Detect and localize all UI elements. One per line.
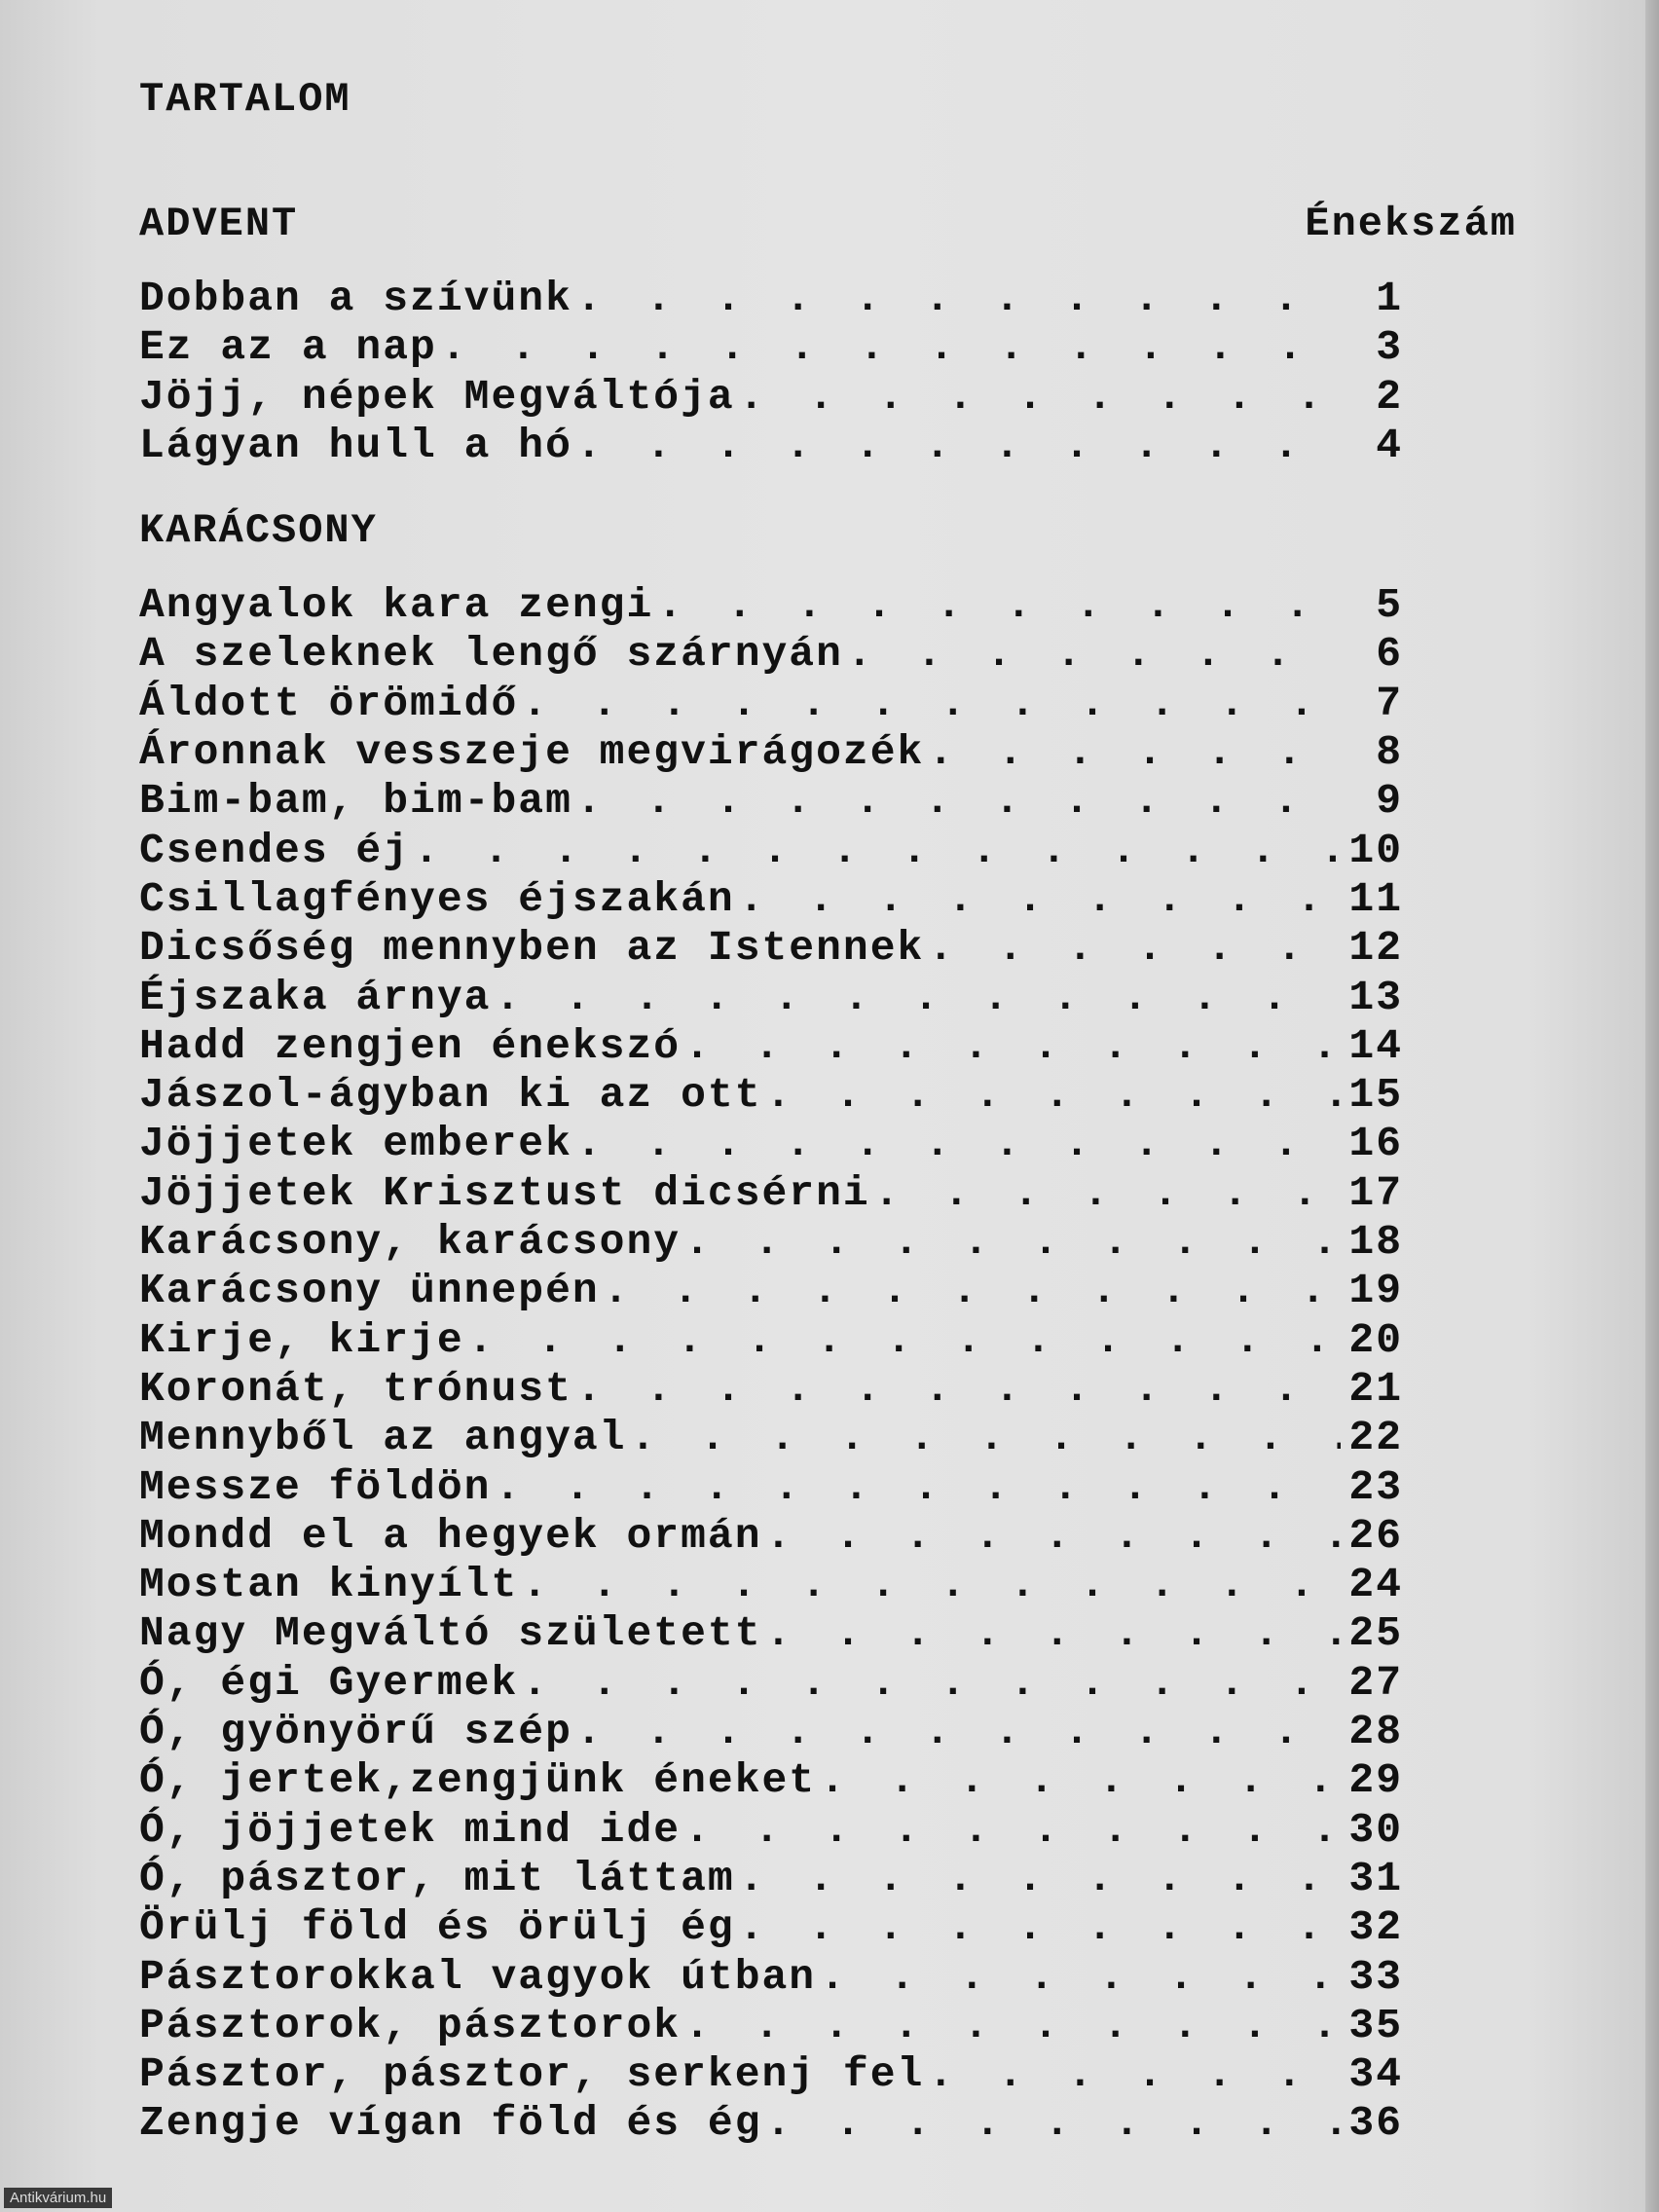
toc-entry — [139, 1071, 1403, 1120]
song-number: 24 — [1348, 1561, 1403, 1609]
song-title: Ó, pásztor, mit láttam — [139, 1854, 735, 1902]
christmas-song-list — [139, 581, 1403, 2149]
dot-leader — [576, 777, 1341, 826]
song-number: 14 — [1348, 1021, 1403, 1070]
song-title: Pásztor, pásztor, serkenj fel — [139, 2050, 925, 2099]
dot-leader — [522, 1659, 1341, 1708]
song-title: Nagy Megváltó született — [139, 1609, 762, 1658]
song-title: Karácsony, karácsony — [139, 1218, 682, 1267]
toc-entry — [139, 1756, 1403, 1805]
toc-entry — [139, 373, 1403, 422]
song-number: 33 — [1348, 1952, 1403, 2001]
page-title: TARTALOM — [139, 76, 351, 123]
toc-entry — [139, 728, 1403, 777]
song-number: 23 — [1348, 1462, 1403, 1511]
toc-entry — [139, 1953, 1403, 2002]
song-title: Hadd zengjen énekszó — [139, 1021, 682, 1070]
song-title: Áronnak vesszeje megvirágozék — [139, 728, 925, 777]
song-title: Angyalok kara zengi — [139, 581, 654, 630]
song-number: 5 — [1376, 581, 1403, 630]
toc-entry — [139, 630, 1403, 679]
song-number: 10 — [1348, 826, 1403, 874]
song-title: Jöjjetek emberek — [139, 1120, 572, 1168]
dot-leader — [576, 1120, 1341, 1168]
toc-entry — [139, 581, 1403, 630]
song-number: 31 — [1348, 1854, 1403, 1902]
song-title: Éjszaka árnya — [139, 973, 492, 1021]
toc-entry — [139, 680, 1403, 728]
toc-entry — [139, 1316, 1403, 1365]
dot-leader — [739, 875, 1341, 924]
section-title: KARÁCSONY — [139, 507, 378, 555]
song-title: Dobban a szívünk — [139, 275, 572, 322]
dot-leader — [820, 1953, 1341, 2002]
toc-entry — [139, 924, 1403, 973]
dot-leader — [766, 2099, 1342, 2148]
dot-leader — [739, 373, 1341, 422]
song-title: Koronát, trónust — [139, 1364, 572, 1413]
dot-leader — [928, 728, 1341, 777]
song-title: Ez az a nap — [139, 323, 437, 372]
song-title: Zengje vígan föld és ég — [139, 2099, 762, 2148]
song-title: Ó, jertek,zengjünk éneket — [139, 1756, 817, 1805]
toc-entry — [139, 1855, 1403, 1903]
toc-entry — [139, 777, 1403, 826]
toc-entry — [139, 1120, 1403, 1168]
dot-leader — [522, 1561, 1341, 1609]
dot-leader — [441, 323, 1341, 372]
song-title: Csendes éj — [139, 826, 411, 874]
song-title: Ó, égi Gyermek — [139, 1658, 519, 1707]
section-heading-advent — [139, 193, 1522, 255]
dot-leader — [684, 2002, 1341, 2050]
toc-entry — [139, 974, 1403, 1022]
song-title: Messze földön — [139, 1462, 492, 1511]
song-number: 3 — [1376, 323, 1403, 372]
song-number: 29 — [1348, 1756, 1403, 1805]
dot-leader — [766, 1512, 1342, 1561]
dot-leader — [928, 924, 1341, 973]
toc-entry — [139, 2050, 1403, 2099]
song-title: Ó, jöjjetek mind ide — [139, 1805, 682, 1854]
song-number: 26 — [1348, 1511, 1403, 1560]
song-number: 21 — [1348, 1364, 1403, 1413]
toc-entry — [139, 2099, 1403, 2148]
toc-entry — [139, 1512, 1403, 1561]
toc-entry — [139, 1022, 1403, 1071]
song-number: 34 — [1348, 2050, 1403, 2099]
toc-entry — [139, 1463, 1403, 1512]
dot-leader — [522, 680, 1341, 728]
song-number: 9 — [1376, 777, 1403, 826]
song-number: 1 — [1376, 275, 1403, 322]
toc-entry — [139, 422, 1403, 470]
song-number: 11 — [1348, 874, 1403, 923]
song-title: Ó, gyönyörű szép — [139, 1708, 572, 1756]
song-number: 28 — [1348, 1708, 1403, 1756]
toc-entry — [139, 875, 1403, 924]
toc-entry — [139, 827, 1403, 875]
song-title: Dicsőség mennyben az Istennek — [139, 924, 925, 973]
table-of-contents — [139, 68, 1522, 2149]
song-number: 8 — [1376, 728, 1403, 777]
song-title: Bim-bam, bim-bam — [139, 777, 572, 826]
song-title: Lágyan hull a hó — [139, 421, 572, 469]
song-number: 20 — [1348, 1315, 1403, 1364]
dot-leader — [766, 1609, 1342, 1658]
dot-leader — [874, 1169, 1341, 1218]
dot-leader — [495, 974, 1341, 1022]
song-title: Csillagfényes éjszakán — [139, 874, 735, 923]
song-number: 35 — [1348, 2001, 1403, 2049]
song-number: 2 — [1376, 372, 1403, 421]
song-title: Jászol-ágyban ki az ott — [139, 1071, 762, 1120]
song-title: Jöjj, népek Megváltója — [139, 372, 735, 421]
song-number: 36 — [1348, 2099, 1403, 2148]
song-number: 4 — [1376, 421, 1403, 469]
dot-leader — [576, 1365, 1341, 1414]
dot-leader — [684, 1022, 1341, 1071]
dot-leader — [847, 630, 1341, 679]
song-title: Pásztorok, pásztorok — [139, 2001, 682, 2049]
song-title: A szeleknek lengő szárnyán — [139, 630, 843, 679]
song-number: 17 — [1348, 1168, 1403, 1217]
toc-entry — [139, 1365, 1403, 1414]
song-number: 22 — [1348, 1414, 1403, 1462]
song-number: 27 — [1348, 1658, 1403, 1707]
song-number: 32 — [1348, 1903, 1403, 1952]
dot-leader — [657, 581, 1341, 630]
dot-leader — [739, 1903, 1341, 1952]
song-number: 7 — [1376, 679, 1403, 727]
toc-entry — [139, 2002, 1403, 2050]
toc-entry — [139, 275, 1403, 323]
dot-leader — [576, 275, 1341, 323]
song-number: 13 — [1348, 973, 1403, 1021]
song-number: 6 — [1376, 630, 1403, 679]
toc-entry — [139, 1708, 1403, 1756]
song-number: 15 — [1348, 1071, 1403, 1120]
dot-leader — [604, 1267, 1341, 1315]
dot-leader — [820, 1756, 1341, 1805]
dot-leader — [684, 1806, 1341, 1855]
toc-entry — [139, 1806, 1403, 1855]
song-title: Örülj föld és örülj ég — [139, 1903, 735, 1952]
page-edge — [1645, 0, 1659, 2212]
toc-entry — [139, 323, 1403, 372]
toc-entry — [139, 1561, 1403, 1609]
toc-entry — [139, 1218, 1403, 1267]
song-number: 18 — [1348, 1218, 1403, 1267]
toc-entry — [139, 1903, 1403, 1952]
song-number: 25 — [1348, 1609, 1403, 1658]
song-title: Mennyből az angyal — [139, 1414, 627, 1462]
dot-leader — [739, 1855, 1341, 1903]
song-title: Pásztorokkal vagyok útban — [139, 1952, 817, 2001]
dot-leader — [684, 1218, 1341, 1267]
section-title: ADVENT — [139, 201, 299, 247]
song-title: Mondd el a hegyek ormán — [139, 1511, 762, 1560]
watermark-label: Antikvárium.hu — [4, 2188, 112, 2208]
dot-leader — [414, 827, 1341, 875]
song-title: Kirje, kirje — [139, 1315, 464, 1364]
dot-leader — [928, 2050, 1341, 2099]
song-number: 30 — [1348, 1805, 1403, 1854]
song-title: Jöjjetek Krisztust dicsérni — [139, 1168, 870, 1217]
section-heading-christmas — [139, 499, 1522, 562]
song-number: 19 — [1348, 1267, 1403, 1315]
toc-entry — [139, 1609, 1403, 1658]
dot-leader — [468, 1316, 1341, 1365]
toc-entry — [139, 1414, 1403, 1462]
dot-leader — [576, 422, 1341, 470]
dot-leader — [766, 1071, 1342, 1120]
advent-song-list — [139, 275, 1403, 470]
column-header-song-number: Énekszám — [1305, 201, 1517, 247]
dot-leader — [576, 1708, 1341, 1756]
song-number: 12 — [1348, 924, 1403, 973]
toc-entry — [139, 1267, 1403, 1315]
dot-leader — [495, 1463, 1341, 1512]
song-title: Karácsony ünnepén — [139, 1267, 600, 1315]
song-title: Mostan kinyílt — [139, 1561, 519, 1609]
toc-entry — [139, 1169, 1403, 1218]
song-number: 16 — [1348, 1120, 1403, 1168]
toc-entry — [139, 1659, 1403, 1708]
dot-leader — [630, 1414, 1341, 1462]
song-title: Áldott örömidő — [139, 679, 519, 727]
